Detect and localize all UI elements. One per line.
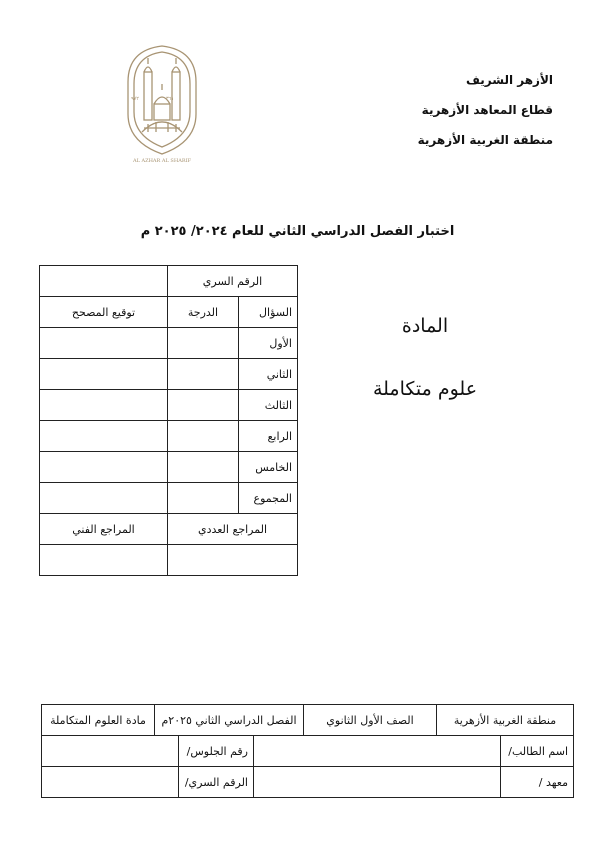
row-label: الأول	[239, 328, 298, 359]
row-label: الثالث	[239, 390, 298, 421]
technical-reviewer-label: المراجع الفني	[40, 514, 168, 545]
grade-table	[39, 265, 298, 576]
al-azhar-logo	[122, 42, 202, 167]
table-row	[40, 545, 298, 576]
numeric-reviewer-cell[interactable]	[168, 545, 298, 576]
signature-cell[interactable]	[40, 421, 168, 452]
signature-cell[interactable]	[40, 483, 168, 514]
signature-cell[interactable]	[40, 452, 168, 483]
table-row	[42, 767, 574, 798]
col-grade: الدرجة	[168, 297, 239, 328]
secret-number-label: الرقم السري	[168, 266, 298, 297]
technical-reviewer-cell[interactable]	[40, 545, 168, 576]
student-info-table	[41, 704, 574, 736]
col-question: السؤال	[239, 297, 298, 328]
table-row	[40, 328, 298, 359]
svg-text:٩٧٢: ٩٧٢	[130, 96, 139, 102]
grade-cell[interactable]	[168, 452, 239, 483]
svg-text:AL AZHAR AL SHARIF: AL AZHAR AL SHARIF	[132, 158, 192, 164]
table-row	[40, 452, 298, 483]
table-row	[40, 390, 298, 421]
secret-number-footer-field[interactable]	[42, 767, 179, 798]
footer-subject: مادة العلوم المتكاملة	[42, 705, 155, 736]
grade-cell[interactable]	[168, 328, 239, 359]
header-region: منطقة الغربية الأزهرية	[417, 133, 553, 147]
table-row	[40, 359, 298, 390]
col-signature: توقيع المصحح	[40, 297, 168, 328]
footer-region: منطقة الغربية الأزهرية	[437, 705, 574, 736]
footer-term: الفصل الدراسي الثاني ٢٠٢٥م	[155, 705, 304, 736]
grade-cell[interactable]	[168, 421, 239, 452]
table-row	[40, 514, 298, 545]
subject-name: علوم متكاملة	[372, 378, 478, 400]
student-fields-table	[41, 735, 574, 798]
al-azhar-emblem-icon	[122, 42, 202, 167]
header-authority: الأزهر الشريف	[465, 73, 553, 87]
footer-grade-level: الصف الأول الثانوي	[304, 705, 437, 736]
table-row	[40, 483, 298, 514]
seat-number-label: رقم الجلوس/	[179, 736, 254, 767]
table-row	[42, 705, 574, 736]
signature-cell[interactable]	[40, 359, 168, 390]
table-row	[40, 421, 298, 452]
grade-cell[interactable]	[168, 359, 239, 390]
student-name-field[interactable]	[254, 736, 501, 767]
secret-number-footer-label: الرقم السري/	[179, 767, 254, 798]
table-row	[40, 297, 298, 328]
signature-cell[interactable]	[40, 390, 168, 421]
subject-label: المادة	[401, 315, 449, 337]
row-label: الخامس	[239, 452, 298, 483]
row-label: الثاني	[239, 359, 298, 390]
student-name-label: اسم الطالب/	[501, 736, 574, 767]
svg-text:٣٦١: ٣٦١	[165, 96, 174, 102]
numeric-reviewer-label: المراجع العددي	[168, 514, 298, 545]
header-sector: قطاع المعاهد الأزهرية	[421, 103, 553, 117]
grade-cell[interactable]	[168, 390, 239, 421]
institute-label: معهد /	[501, 767, 574, 798]
table-row	[42, 736, 574, 767]
secret-number-cell[interactable]	[40, 266, 168, 297]
row-label: الرابع	[239, 421, 298, 452]
row-label: المجموع	[239, 483, 298, 514]
seat-number-field[interactable]	[42, 736, 179, 767]
table-row	[40, 266, 298, 297]
grade-cell[interactable]	[168, 483, 239, 514]
signature-cell[interactable]	[40, 328, 168, 359]
exam-title: اختبار الفصل الدراسي الثاني للعام ٢٠٢٤/ ٢٠٢٥ م	[140, 224, 455, 239]
institute-field[interactable]	[254, 767, 501, 798]
